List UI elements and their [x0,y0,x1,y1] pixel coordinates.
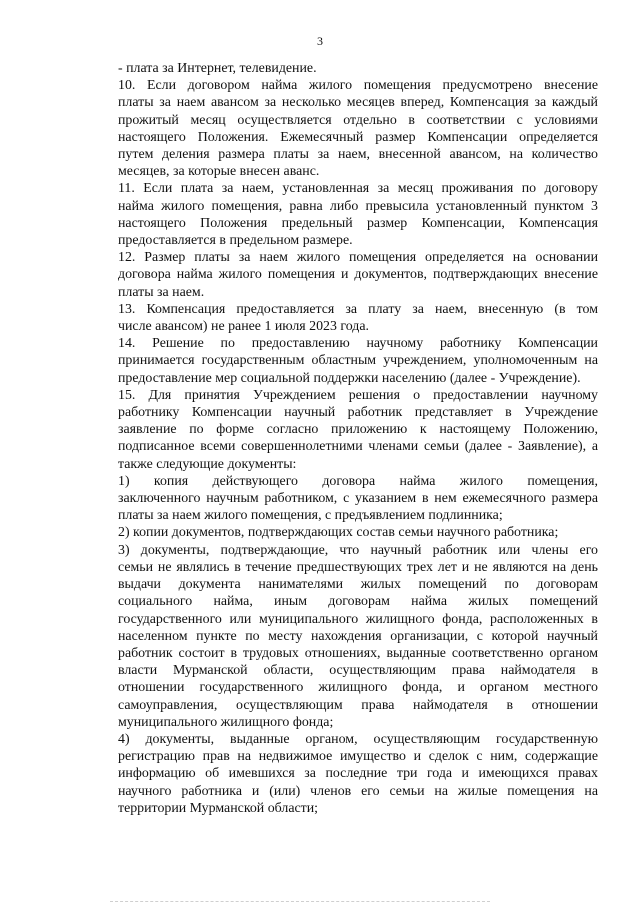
text-line: работник состоит в трудовых отношениях, выданные соответственно органом [118,645,598,661]
document-body [118,60,598,817]
text-line: подписанное всеми совершеннолетними членами семьи (далее - Заявление), а [118,439,598,455]
text-line: 15. Для принятия Учреждением решения о предоставлении научному [118,387,598,403]
text-line: выдачи документа нанимателями жилых помещений по договорам [118,577,598,593]
text-line: 13. Компенсация предоставляется за плату за наем, внесенную (в том [118,301,598,317]
text-line: месяцев, за которые внесен аванс. [118,164,320,180]
text-line: 10. Если договором найма жилого помещения предусмотрено внесение [118,78,598,94]
text-line: предоставляется в предельном размере. [118,233,353,249]
text-line: числе авансом) не ранее 1 июля 2023 года. [118,319,369,335]
text-line: самоуправления, осуществляющим права наймодателя в отношении [118,697,598,713]
text-line: территории Мурманской области; [118,800,319,816]
text-line: власти Мурманской области, осуществляющим права наймодателя в [118,663,598,679]
text-line: 2) копии документов, подтверждающих состав семьи научного работника; [118,525,559,541]
text-line: 11. Если плата за наем, установленная за месяц проживания по договору [118,181,598,197]
text-line: населенном пункте по месту нахождения организации, с которой научный [118,628,598,644]
text-line: платы за наем авансом за несколько месяцев вперед, Компенсация за каждый [118,95,598,111]
text-line: государственного или муниципального жилищного фонда, расположенных в [118,611,598,627]
text-line: 3) документы, подтверждающие, что научный работник или члены его [118,542,598,558]
page-number: 3 [317,34,323,48]
text-line: отношении государственного жилищного фонда, и органом местного [118,680,598,696]
text-line: муниципального жилищного фонда; [118,714,334,730]
text-line: прожитый месяц осуществляется отдельно в соответствии с условиями [118,112,598,128]
text-line: информацию об имевшихся за последние три года и имеющихся правах [118,766,598,782]
text-line: - плата за Интернет, телевидение. [118,61,317,76]
text-line: 12. Размер платы за наем жилого помещения определяется на основании [118,250,598,266]
text-line: платы за наем жилого помещения, с предъявлением подлинника; [118,508,503,524]
text-line: заключенного научным работником, с указанием в нем ежемесячного размера [118,491,598,507]
text-line: принимается государственным областным учреждением, уполномоченным на [118,353,598,369]
text-line: найма жилого помещения, равна либо превысила установленный пунктом 3 [118,198,598,214]
text-line: семьи не являлись в течение предшествующих трех лет и не являются на день [118,559,598,575]
text-line: платы за наем. [118,284,205,300]
text-line: регистрацию прав на недвижимое имущество и сделок с ним, содержащие [118,749,598,765]
text-line: заявление по форме согласно приложению к настоящему Положению, [118,422,598,438]
text-line: настоящего Положения предельный размер Компенсации, Компенсация [118,215,598,231]
text-line: договора найма жилого помещения и документов, подтверждающих внесение [118,267,598,283]
text-line: работнику Компенсации научный работник представляет в Учреждение [118,405,598,421]
text-line: предоставление мер социальной поддержки населению (далее - Учреждение). [118,370,581,386]
text-line: 1) копия действующего договора найма жилого помещения, [118,473,598,489]
text-line: также следующие документы: [118,456,297,472]
text-line: социального найма, иным договорам найма жилых помещений [118,594,598,610]
text-line: научного работника и (или) членов его семьи на жилые помещения на [118,783,598,799]
text-line: настоящего Положения. Ежемесячный размер Компенсации определяется [118,129,598,145]
text-line: 4) документы, выданные органом, осуществляющим государственную [118,731,598,747]
text-line: путем деления размера платы за наем, внесенной авансом, на количество [118,147,598,163]
footer-divider [110,901,490,902]
text-line: 14. Решение по предоставлению научному работнику Компенсации [118,336,598,352]
